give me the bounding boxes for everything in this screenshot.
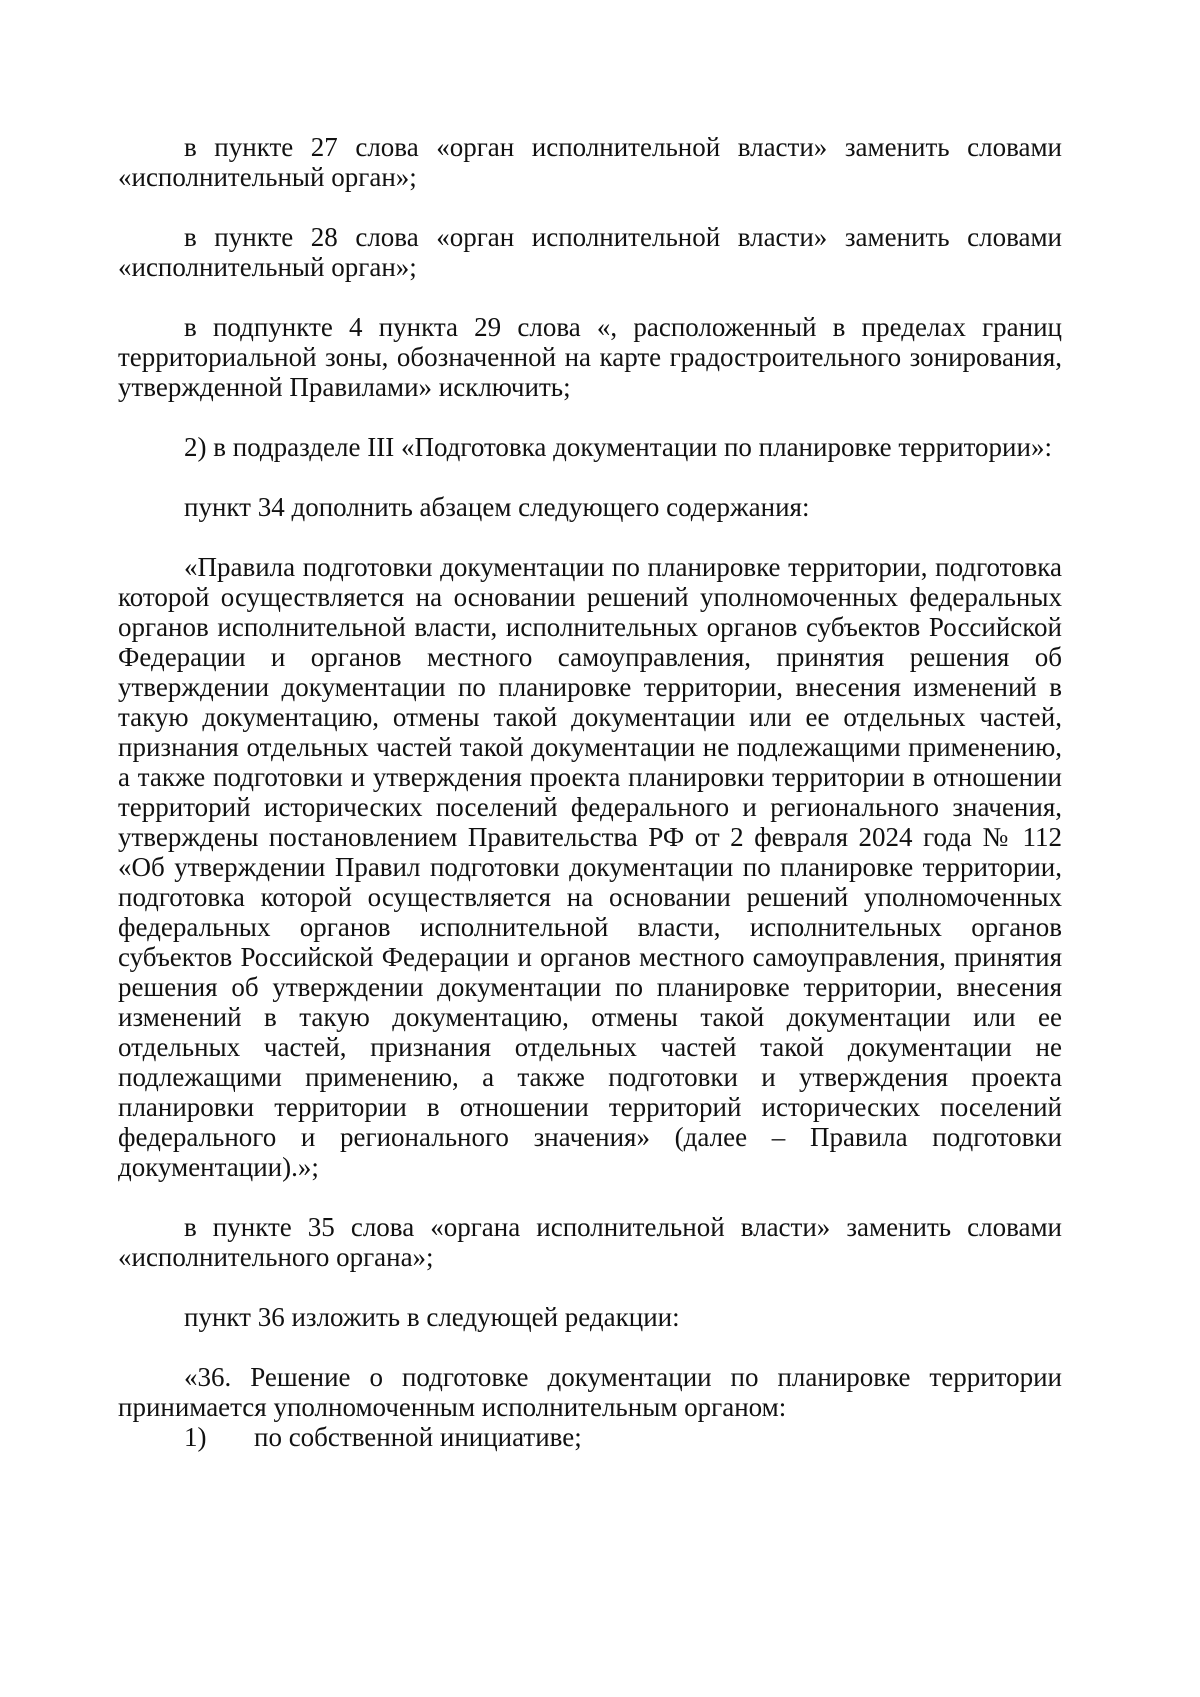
paragraph-point-35: в пункте 35 слова «органа исполнительной власти» заменить словами «исполнительного органа»;	[118, 1212, 1062, 1272]
list-item-number: 1)	[184, 1422, 207, 1452]
document-page	[118, 132, 1062, 1452]
paragraph-rules-quote: «Правила подготовки документации по планировке территории, подготовка которой осуществляется на основании решений уполномоченных федеральных органов исполнительной власти, исполнительных органов субъектов Российской Федерации и органов местного самоуправления, принятия решения об утверждении документации по планировке территории, внесения изменений в такую документацию, отмены такой документации или ее отдельных частей, признания отдельных частей такой документации не подлежащими применению, а также подготовки и утверждения проекта планировки территории в отношении территорий исторических поселений федерального и регионального значения, утверждены постановлением Правительства РФ от 2 февраля 2024 года № 112 «Об утверждении Правил подготовки документации по планировке территории, подготовка которой осуществляется на основании решений уполномоченных федеральных органов исполнительной власти, исполнительных органов субъектов Российской Федерации и органов местного самоуправления, принятия решения об утверждении документации по планировке территории, внесения изменений в такую документацию, отмены такой документации или ее отдельных частей, признания отдельных частей такой документации не подлежащими применению, а также подготовки и утверждения проекта планировки территории в отношении территорий исторических поселений федерального и регионального значения» (далее – Правила подготовки документации).»;	[118, 552, 1062, 1182]
paragraph-point-34: пункт 34 дополнить абзацем следующего содержания:	[184, 492, 810, 522]
list-item-text: по собственной инициативе;	[254, 1422, 582, 1452]
paragraph-subsection-iii: 2) в подразделе III «Подготовка документации по планировке территории»:	[184, 432, 1052, 462]
list-item	[118, 1422, 1062, 1452]
paragraph-point-36-text: «36. Решение о подготовке документации по планировке территории принимается уполномоченным исполнительным органом:	[118, 1362, 1062, 1422]
paragraph-point-29: в подпункте 4 пункта 29 слова «, расположенный в пределах границ территориальной зоны, обозначенной на карте градостроительного зонирования, утвержденной Правилами» исключить;	[118, 312, 1062, 402]
paragraph-point-28: в пункте 28 слова «орган исполнительной власти» заменить словами «исполнительный орган»;	[118, 222, 1062, 282]
paragraph-point-36: пункт 36 изложить в следующей редакции:	[184, 1302, 680, 1332]
paragraph-point-27: в пункте 27 слова «орган исполнительной власти» заменить словами «исполнительный орган»;	[118, 132, 1062, 192]
